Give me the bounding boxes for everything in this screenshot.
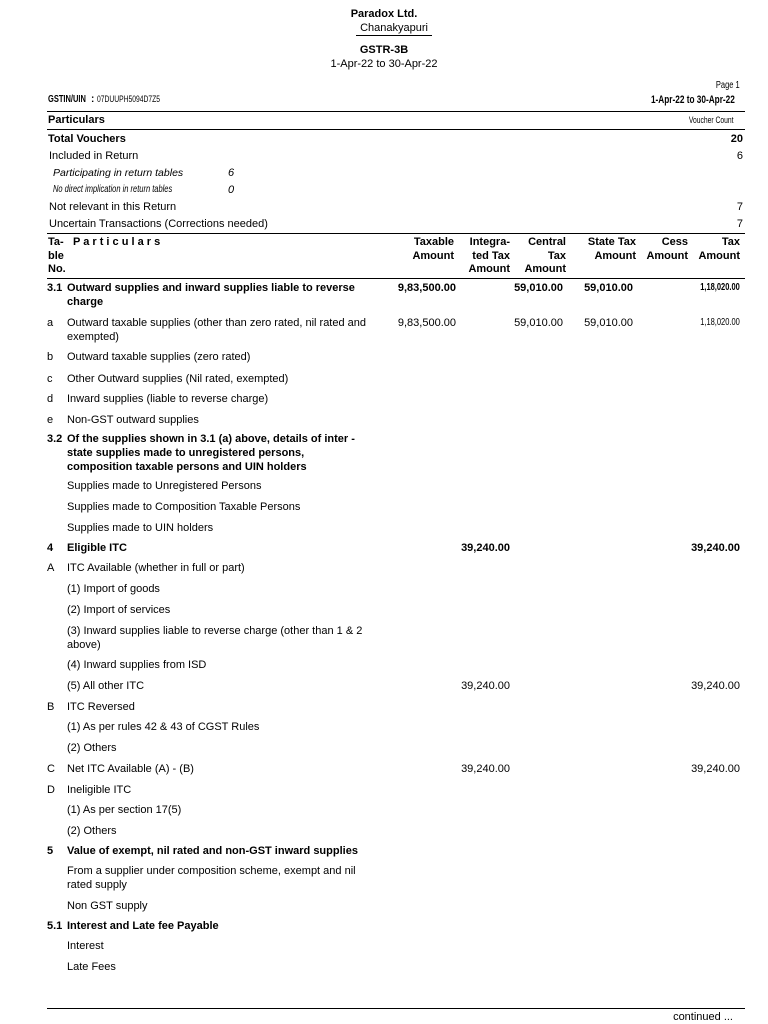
row-code: 5.1 — [47, 920, 63, 932]
row-label: Supplies made to UIN holders — [67, 522, 214, 534]
divider — [47, 1008, 745, 1009]
row-label: Outward taxable supplies (other than zero rated, nil rated and exempted) — [67, 317, 367, 343]
col-particulars: P a r t i c u l a r s — [73, 236, 161, 248]
report-title: GSTR-3B — [359, 44, 409, 56]
row-code: 3.2 — [47, 433, 63, 445]
divider — [47, 111, 745, 112]
row-code: c — [47, 373, 53, 385]
row-label: Ineligible ITC — [67, 784, 132, 796]
included-value: 6 — [736, 150, 743, 162]
col-cgst: Central Tax Amount — [524, 236, 566, 275]
no-direct-label: No direct implication in return tables — [53, 184, 173, 195]
row-label: (1) Import of goods — [67, 583, 160, 595]
row-label: Supplies made to Composition Taxable Persons — [67, 501, 301, 513]
row-code: d — [47, 393, 54, 405]
gstin-label: GSTIN/UIN — [48, 94, 86, 105]
cell-total: 1,18,020.00 — [700, 282, 740, 293]
row-label: (5) All other ITC — [67, 680, 145, 692]
row-label: (3) Inward supplies liable to reverse charge (other than 1 & 2 above) — [67, 625, 363, 651]
continued-note: continued ... — [673, 1011, 733, 1023]
row-label: From a supplier under composition scheme, exempt and nil rated supply — [67, 865, 356, 891]
cell-cgst: 59,010.00 — [514, 317, 563, 329]
row-label: Supplies made to Unregistered Persons — [67, 480, 262, 492]
row-label: Non-GST outward supplies — [67, 414, 199, 426]
cell-igst: 39,240.00 — [461, 763, 510, 775]
row-label: Outward supplies and inward supplies liable to reverse charge — [67, 282, 355, 308]
row-label: ITC Reversed — [67, 701, 135, 713]
row-label: (4) Inward supplies from ISD — [67, 659, 207, 671]
row-code: a — [47, 317, 54, 329]
uncertain-value: 7 — [736, 218, 743, 230]
uncertain-label: Uncertain Transactions (Corrections needed) — [49, 218, 268, 230]
cell-total: 1,18,020.00 — [700, 317, 740, 328]
not-relevant-label: Not relevant in this Return — [49, 201, 177, 213]
participating-label: Participating in return tables — [53, 167, 184, 179]
col-table-no: Ta- ble No. — [48, 236, 66, 275]
row-code: b — [47, 351, 54, 363]
row-code: 4 — [47, 542, 54, 554]
cell-sgst: 59,010.00 — [584, 317, 633, 329]
col-tax-amount: Tax Amount — [698, 236, 740, 262]
row-label: (1) As per section 17(5) — [67, 804, 182, 816]
gstin-value: 07DUUPH5094D7Z5 — [97, 94, 161, 104]
row-label: Net ITC Available (A) - (B) — [67, 763, 194, 775]
row-label: ITC Available (whether in full or part) — [67, 562, 245, 574]
particulars-heading: Particulars — [48, 114, 105, 126]
cell-total: 39,240.00 — [691, 542, 740, 554]
no-direct-value: 0 — [228, 184, 235, 196]
total-vouchers-value: 20 — [730, 133, 743, 145]
gstin-row — [48, 94, 181, 105]
row-code: A — [47, 562, 55, 574]
row-label: Of the supplies shown in 3.1 (a) above, details of inter -state supplies made to unregistered persons, composition taxable persons and UIN holders — [67, 433, 355, 473]
row-label: (2) Import of services — [67, 604, 171, 616]
row-label: Late Fees — [67, 961, 116, 973]
row-label: (2) Others — [67, 825, 117, 837]
cell-taxable: 9,83,500.00 — [397, 282, 456, 294]
voucher-count-heading: Voucher Count — [689, 115, 734, 125]
row-label: Non GST supply — [67, 900, 148, 912]
total-vouchers-label: Total Vouchers — [48, 133, 126, 145]
participating-value: 6 — [228, 167, 235, 179]
cell-sgst: 59,010.00 — [584, 282, 633, 294]
gstin-separator: : — [91, 94, 95, 105]
cell-cgst: 59,010.00 — [514, 282, 563, 294]
row-label: Interest and Late fee Payable — [67, 920, 219, 932]
row-label: (2) Others — [67, 742, 117, 754]
row-code: 5 — [47, 845, 54, 857]
row-label: Value of exempt, nil rated and non-GST inward supplies — [67, 845, 358, 857]
row-label: Outward taxable supplies (zero rated) — [67, 351, 251, 363]
cell-igst: 39,240.00 — [461, 542, 510, 554]
included-label: Included in Return — [49, 150, 139, 162]
page-number: Page 1 — [716, 80, 740, 91]
row-label: Eligible ITC — [67, 542, 127, 554]
row-code: C — [47, 763, 55, 775]
row-label: Interest — [67, 940, 104, 952]
cell-taxable: 9,83,500.00 — [397, 317, 456, 329]
cell-total: 39,240.00 — [691, 680, 740, 692]
row-code: B — [47, 701, 55, 713]
cell-igst: 39,240.00 — [461, 680, 510, 692]
col-sgst: State Tax Amount — [587, 236, 636, 262]
company-location: Chanakyapuri — [356, 22, 432, 36]
period-right: 1-Apr-22 to 30-Apr-22 — [651, 94, 735, 106]
col-igst: Integra- ted Tax Amount — [468, 236, 510, 275]
col-cess: Cess Amount — [646, 236, 688, 262]
row-code: D — [47, 784, 55, 796]
row-label: Inward supplies (liable to reverse charge) — [67, 393, 269, 405]
row-label: Other Outward supplies (Nil rated, exempted) — [67, 373, 289, 385]
row-code: 3.1 — [47, 282, 63, 294]
divider — [47, 129, 745, 130]
col-taxable: Taxable Amount — [412, 236, 454, 262]
divider — [47, 278, 745, 279]
cell-total: 39,240.00 — [691, 763, 740, 775]
company-name: Paradox Ltd. — [350, 8, 418, 20]
not-relevant-value: 7 — [736, 201, 743, 213]
row-code: e — [47, 414, 54, 426]
row-label: (1) As per rules 42 & 43 of CGST Rules — [67, 721, 260, 733]
divider — [47, 233, 745, 234]
report-period: 1-Apr-22 to 30-Apr-22 — [330, 58, 438, 70]
